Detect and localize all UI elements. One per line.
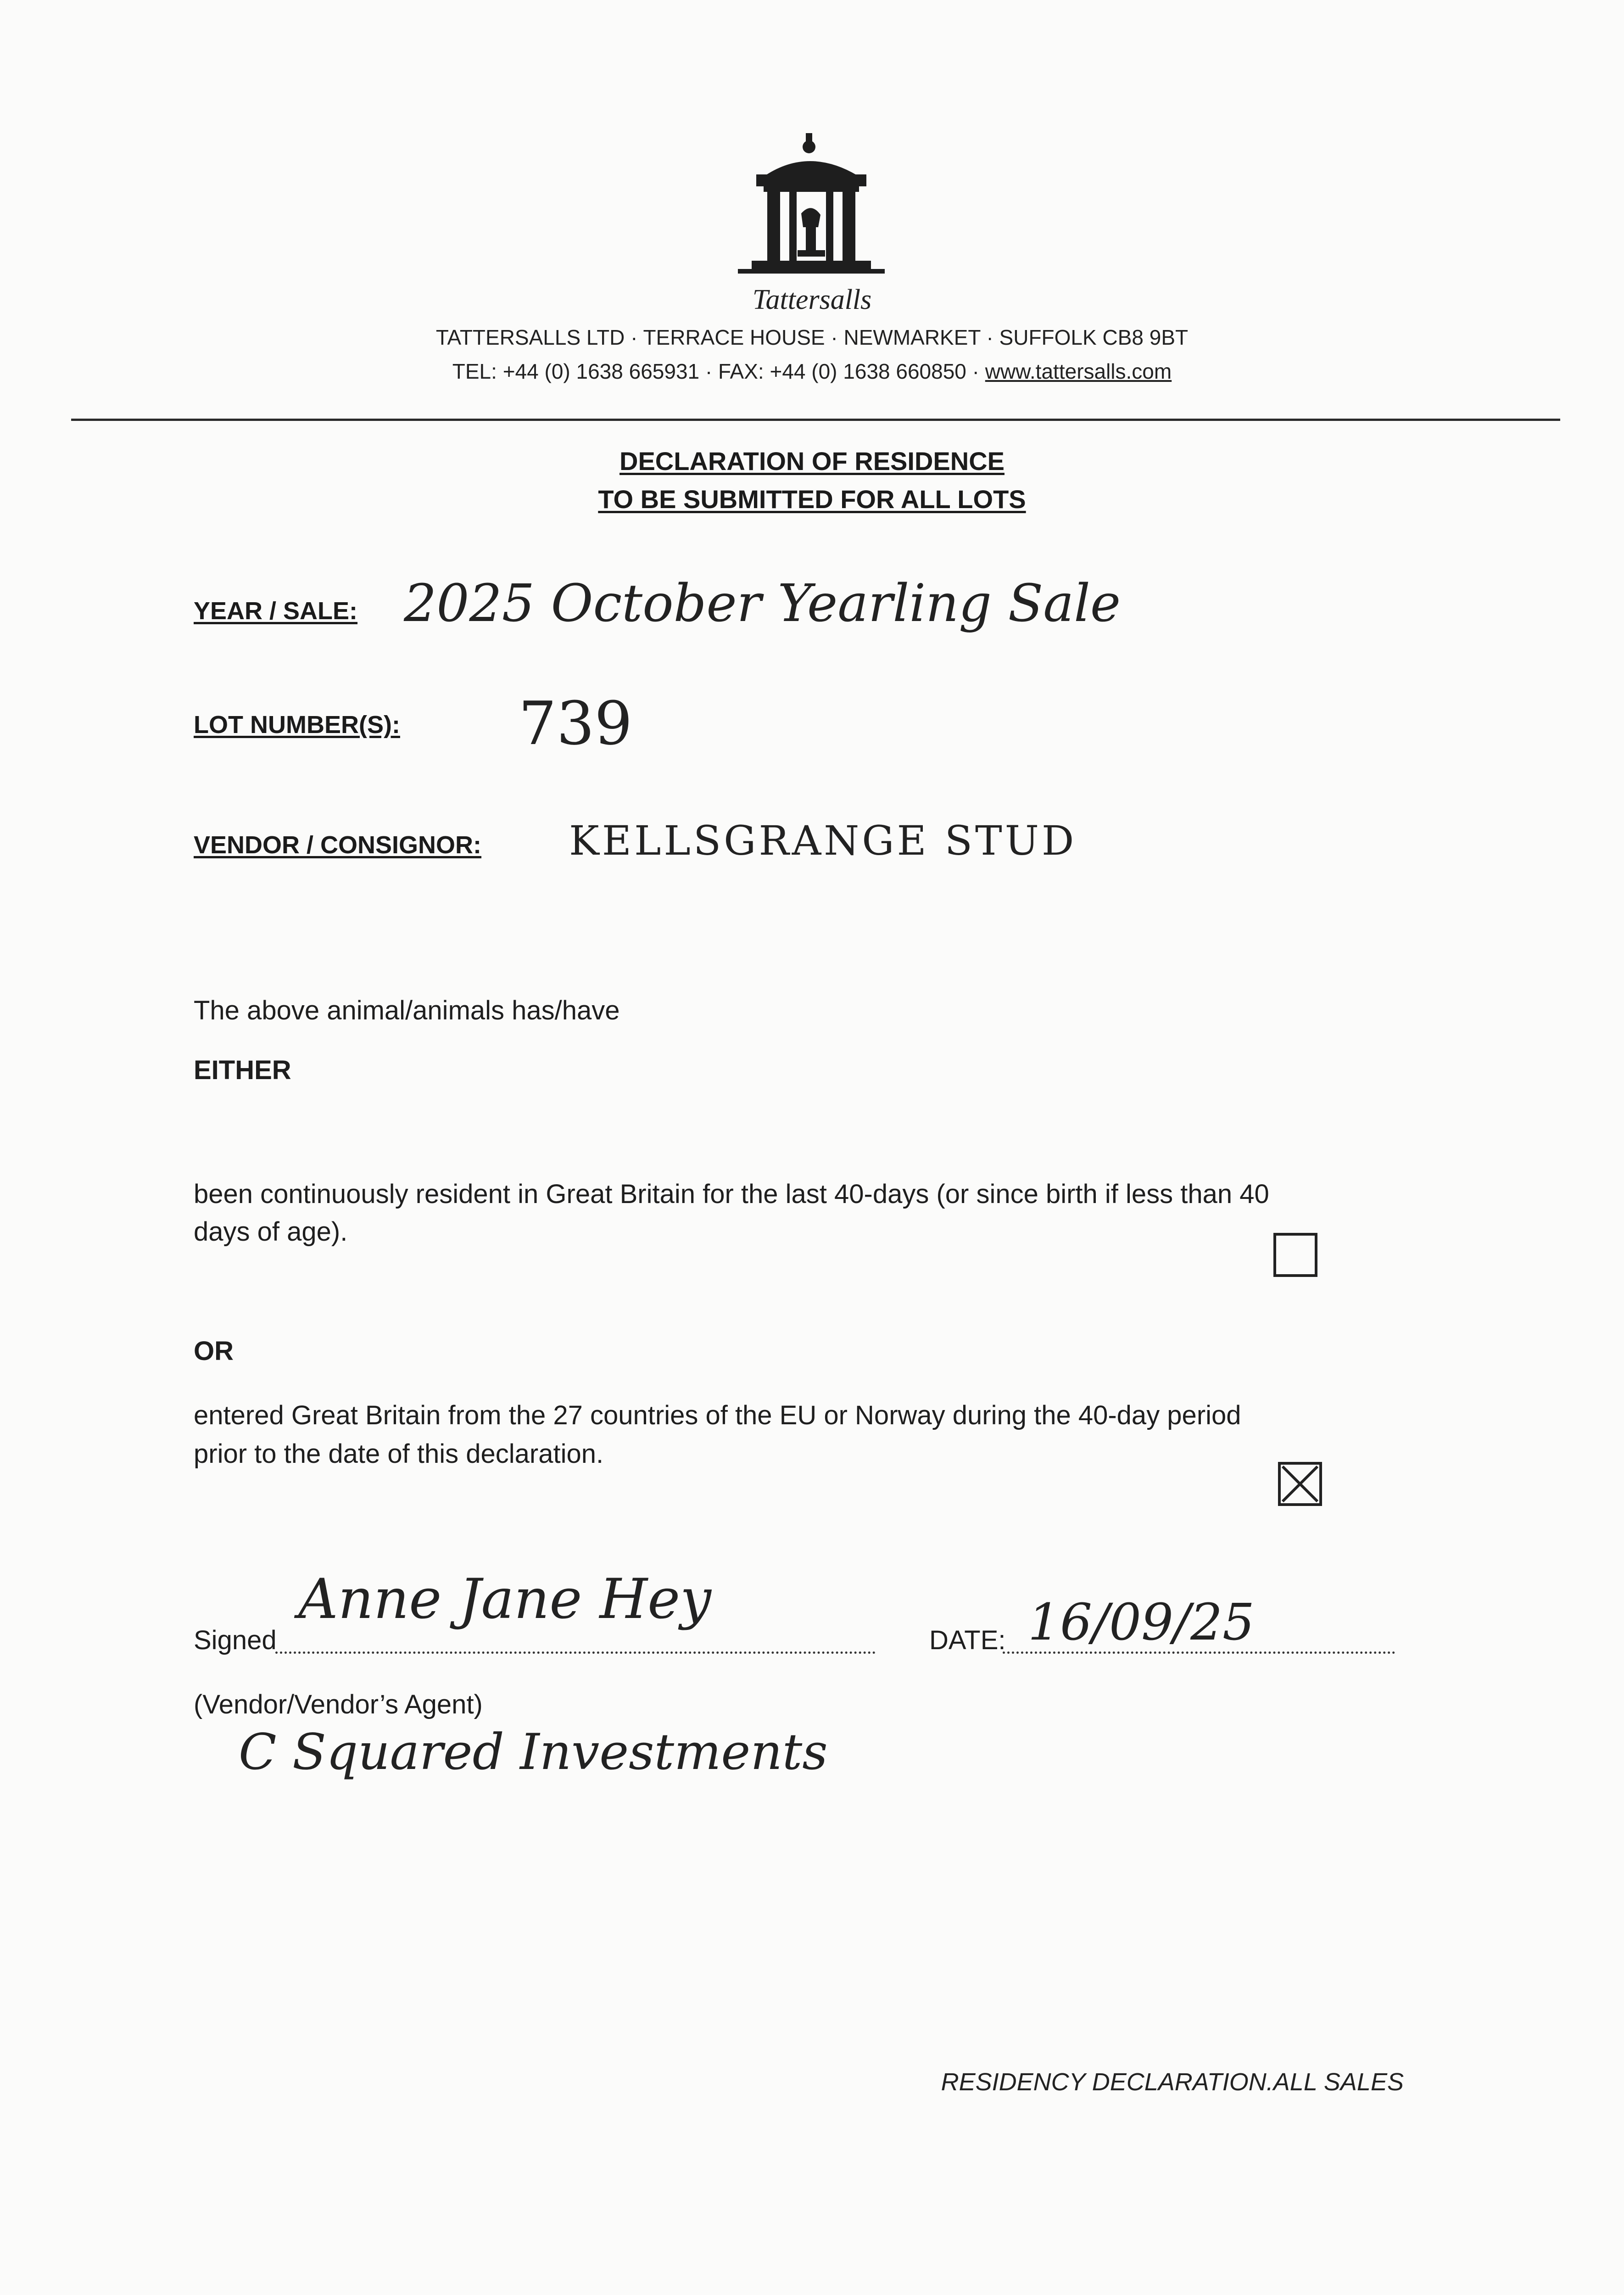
form-footer: RESIDENCY DECLARATION.ALL SALES bbox=[941, 2068, 1404, 2096]
address-line: TATTERSALLS LTD · TERRACE HOUSE · NEWMARKET · SUFFOLK CB8 9BT bbox=[435, 325, 1189, 349]
option2-text-line2: prior to the date of this declaration. bbox=[194, 1439, 604, 1469]
signature-handwritten[interactable]: Anne Jane Hey bbox=[298, 1567, 711, 1631]
company-name-handwritten: C Squared Investments bbox=[239, 1724, 828, 1781]
vendor-consignor-value[interactable]: KELLSGRANGE STUD bbox=[569, 817, 1077, 864]
brand-name: Tattersalls bbox=[752, 284, 872, 315]
option2-checkbox[interactable] bbox=[1278, 1462, 1322, 1506]
document-title: DECLARATION OF RESIDENCE bbox=[619, 447, 1005, 476]
lot-number-value[interactable]: 739 bbox=[519, 688, 633, 758]
signed-label: Signed bbox=[194, 1625, 277, 1655]
website-link[interactable]: www.tattersalls.com bbox=[985, 359, 1172, 383]
or-label: OR bbox=[194, 1336, 234, 1366]
document-subtitle: TO BE SUBMITTED FOR ALL LOTS bbox=[598, 485, 1026, 514]
contact-line bbox=[0, 359, 1624, 384]
contact-phone-fax: TEL: +44 (0) 1638 665931 · FAX: +44 (0) 1638 660850 · bbox=[452, 359, 985, 383]
date-line bbox=[1003, 1651, 1395, 1654]
option1-text-line2: days of age). bbox=[194, 1217, 348, 1247]
option1-text-line1: been continuously resident in Great Britain for the last 40-days (or since birth if less than 40 bbox=[194, 1179, 1269, 1209]
vendor-consignor-label: VENDOR / CONSIGNOR: bbox=[194, 831, 482, 859]
statement-intro: The above animal/animals has/have bbox=[194, 996, 620, 1025]
year-sale-value[interactable]: 2025 October Yearling Sale bbox=[404, 574, 1121, 633]
year-sale-label: YEAR / SALE: bbox=[194, 597, 358, 625]
option2-text-line1: entered Great Britain from the 27 countries of the EU or Norway during the 40-day period bbox=[194, 1400, 1241, 1430]
date-label: DATE: bbox=[929, 1625, 1006, 1655]
date-value[interactable]: 16/09/25 bbox=[1028, 1593, 1255, 1651]
signer-role: (Vendor/Vendor’s Agent) bbox=[194, 1690, 483, 1719]
signature-line bbox=[275, 1651, 876, 1654]
option1-checkbox[interactable] bbox=[1273, 1233, 1317, 1277]
header-rule bbox=[71, 419, 1560, 421]
lot-number-label: LOT NUMBER(S): bbox=[194, 711, 400, 739]
either-label: EITHER bbox=[194, 1055, 291, 1085]
checkmark-x-icon bbox=[1281, 1465, 1319, 1503]
tattersalls-temple-logo-icon bbox=[738, 133, 885, 285]
